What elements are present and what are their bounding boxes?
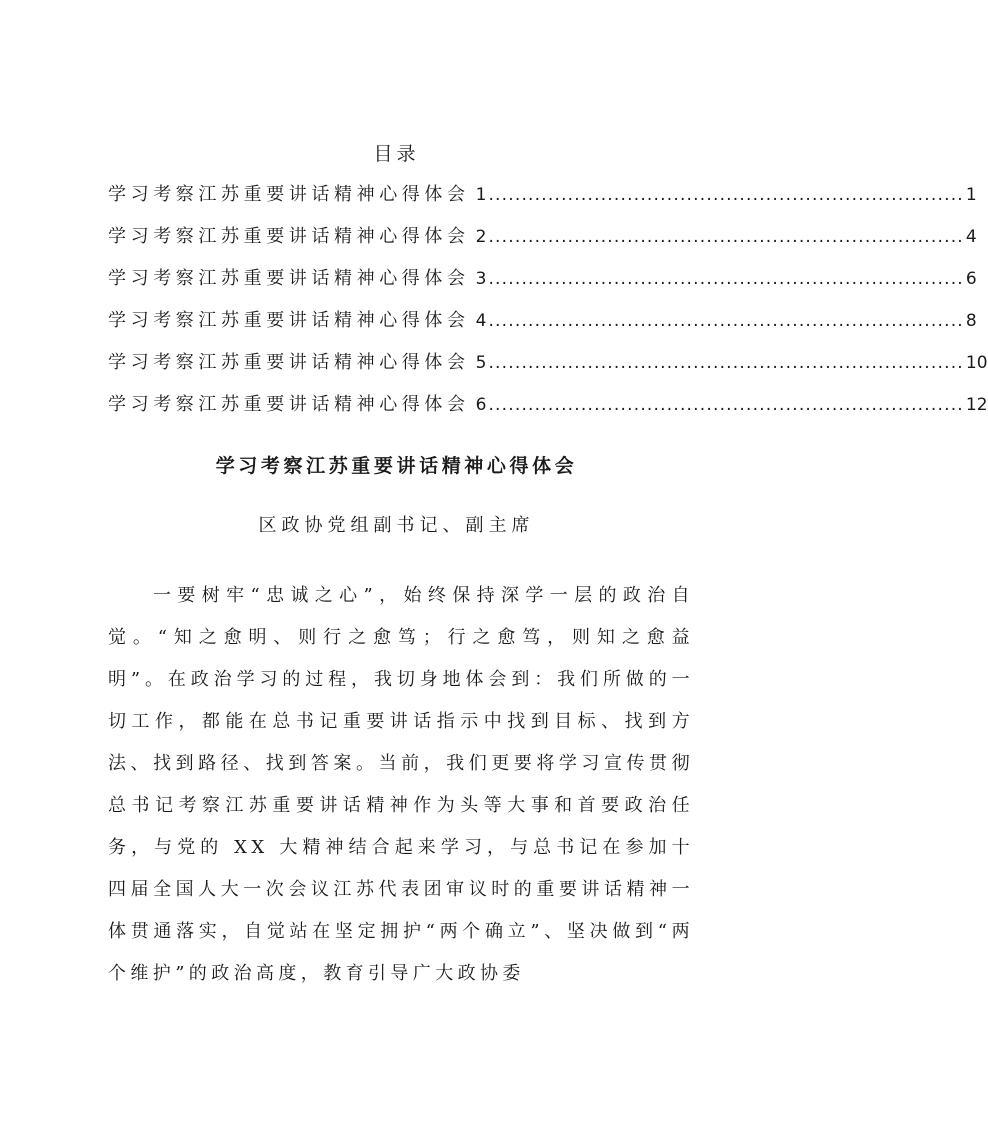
toc-page-number: 6 [965, 269, 977, 289]
toc-leader-dots: ........................................................................ [488, 269, 964, 289]
toc-entry[interactable] [108, 264, 977, 306]
article-title: 学习考察江苏重要讲话精神心得体会 [215, 455, 578, 477]
toc-entry-text: 学习考察江苏重要讲话精神心得体会 [108, 352, 470, 373]
toc-entry-text: 学习考察江苏重要讲话精神心得体会 [108, 268, 470, 289]
toc-entry-text: 学习考察江苏重要讲话精神心得体会 [108, 310, 470, 331]
toc-entry[interactable] [108, 390, 988, 432]
body-paragraph: 一要树牢“忠诚之心”，始终保持深学一层的政治自觉。“知之愈明、则行之愈笃；行之愈笃，则知之愈益明”。在政治学习的过程，我切身地体会到：我们所做的一切工作，都能在总书记重要讲话指示中找到目标、找到方法、找到路径、找到答案。当前，我们更要将学习宣传贯彻总书记考察江苏重要讲话精神作为头等大事和首要政治任务，与党的 XX 大精神结合起来学习，与总书记在参加十四届全国人大一次会议江苏代表团审议时的重要讲话精神一体贯通落实，自觉站在坚定拥护“两个确立”、坚决做到“两个维护”的政治高度，教育引导广大政协委 [108, 585, 694, 984]
toc-page-number: 12 [965, 395, 988, 415]
toc-page-number: 1 [965, 185, 977, 205]
toc-entry[interactable] [108, 306, 977, 348]
toc-leader-dots: ........................................................................ [488, 185, 964, 205]
toc-page-number: 4 [965, 227, 977, 247]
toc-entry-text: 学习考察江苏重要讲话精神心得体会 [108, 226, 470, 247]
article-author: 区政协党组副书记、副主席 [258, 515, 535, 536]
toc-title: 目录 [373, 143, 420, 165]
toc-entry[interactable] [108, 348, 988, 390]
toc-entry-number: 5 [475, 353, 487, 373]
toc-entry[interactable] [108, 180, 977, 222]
toc-leader-dots: ........................................................................ [488, 227, 964, 247]
toc-entry-number: 1 [475, 185, 487, 205]
toc-page-number: 10 [965, 353, 988, 373]
toc-leader-dots: ........................................................................ [488, 395, 964, 415]
toc-entry-text: 学习考察江苏重要讲话精神心得体会 [108, 394, 470, 415]
toc-entry-number: 3 [475, 269, 487, 289]
toc-entry[interactable] [108, 222, 977, 264]
toc-entry-number: 2 [475, 227, 487, 247]
toc-page-number: 8 [965, 311, 977, 331]
table-of-contents [108, 180, 988, 432]
toc-entry-text: 学习考察江苏重要讲话精神心得体会 [108, 184, 470, 205]
toc-entry-number: 4 [475, 311, 487, 331]
toc-leader-dots: ........................................................................ [488, 353, 964, 373]
toc-entry-number: 6 [475, 395, 487, 415]
toc-leader-dots: ........................................................................ [488, 311, 964, 331]
